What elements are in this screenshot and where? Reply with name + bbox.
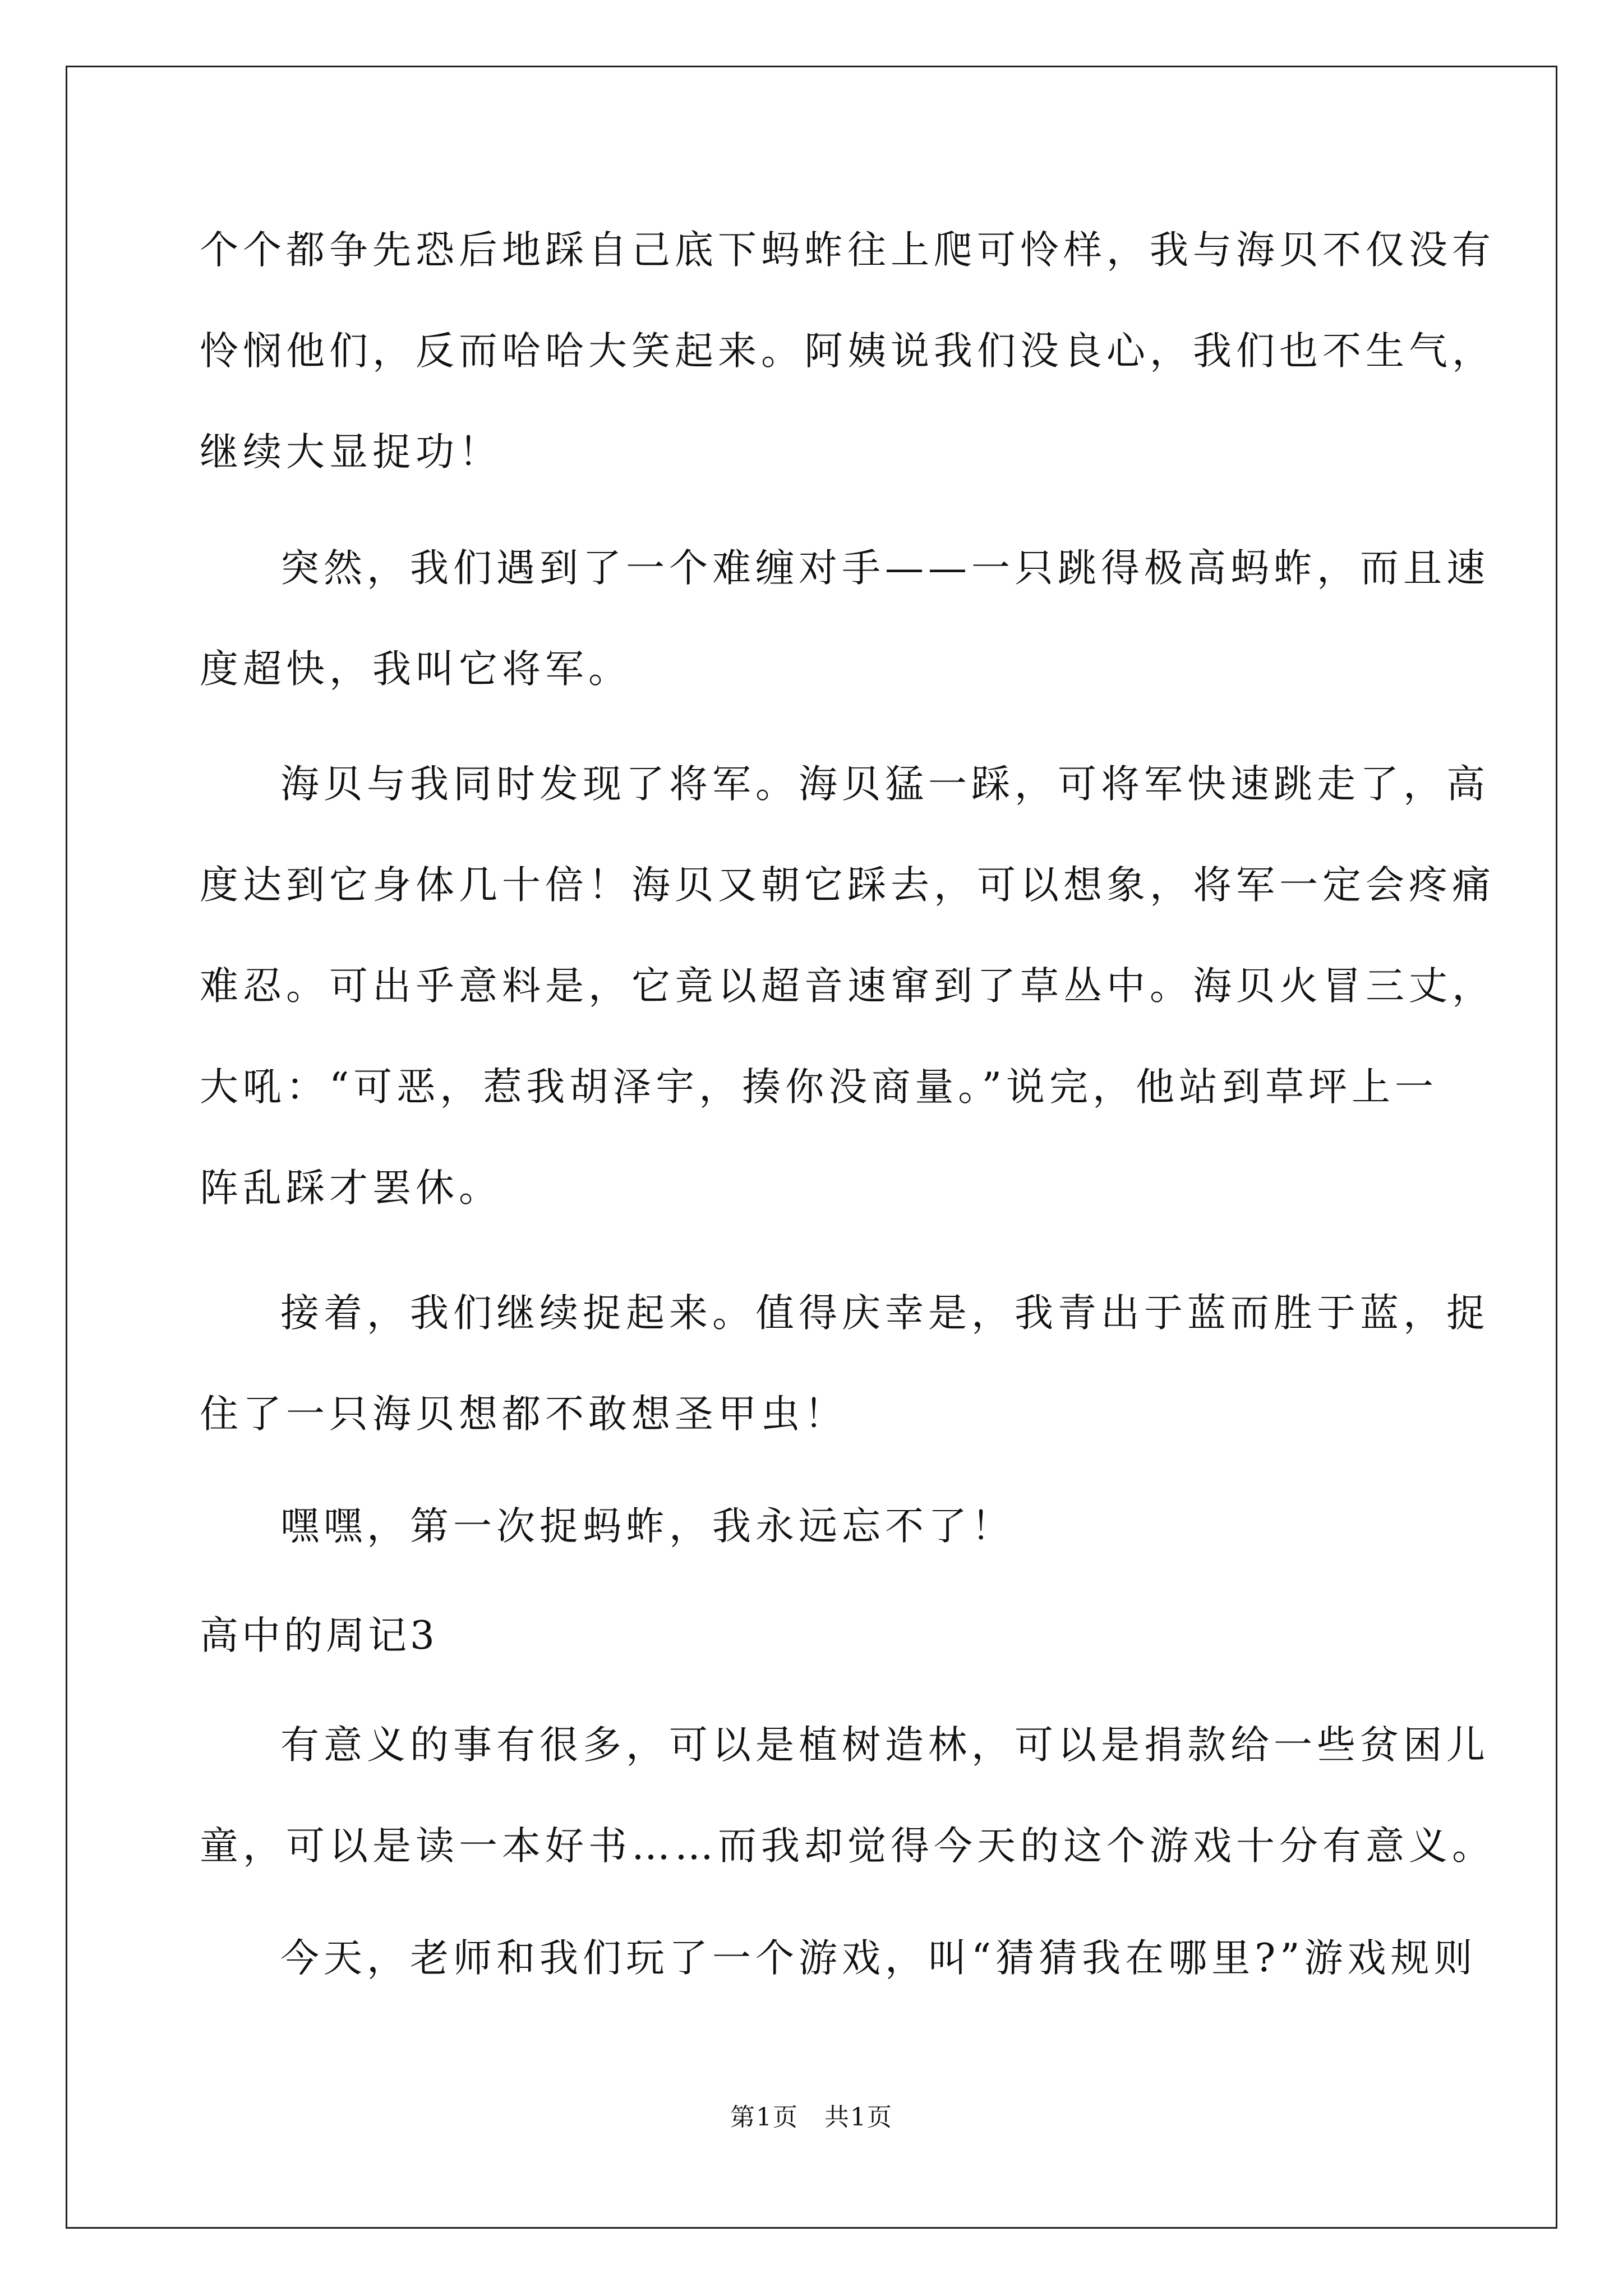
paragraph-4-line-1: 接着，我们继续捉起来。值得庆幸是，我青出于蓝而胜于蓝，捉 [280, 1291, 1490, 1336]
paragraph-2-line-2: 度超快，我叫它将军。 [200, 647, 631, 692]
paragraph-4-line-2: 住了一只海贝想都不敢想圣甲虫！ [200, 1392, 847, 1437]
paragraph-5-line-1: 嘿嘿，第一次捉蚂蚱，我永远忘不了！ [280, 1504, 1015, 1549]
page-footer: 第1页 共1页 [730, 2103, 893, 2132]
paragraph-3-line-1: 海贝与我同时发现了将军。海贝猛一踩，可将军快速跳走了，高 [280, 762, 1490, 807]
section-paragraph-2-line-1: 今天，老师和我们玩了一个游戏，叫“猜猜我在哪里?”游戏规则 [280, 1936, 1477, 1981]
section-paragraph-1-line-2: 童，可以是读一本好书……而我却觉得今天的这个游戏十分有意义。 [200, 1824, 1495, 1869]
paragraph-1-line-3: 继续大显捉功！ [200, 430, 502, 475]
paragraph-3-line-4: 大吼：“可恶，惹我胡泽宇，揍你没商量。”说完，他站到草坪上一 [200, 1065, 1438, 1110]
paragraph-2-line-1: 突然，我们遇到了一个难缠对手——一只跳得极高蚂蚱，而且速 [280, 546, 1490, 591]
page-border [66, 66, 1557, 2229]
paragraph-3-line-3: 难忍。可出乎意料是，它竟以超音速窜到了草丛中。海贝火冒三丈， [200, 964, 1495, 1009]
section-heading: 高中的周记3 [200, 1613, 438, 1658]
paragraph-1-line-1: 个个都争先恐后地踩自己底下蚂蚱往上爬可怜样，我与海贝不仅没有 [200, 228, 1495, 273]
paragraph-1-line-2: 怜悯他们，反而哈哈大笑起来。阿姨说我们没良心，我们也不生气， [200, 329, 1495, 374]
paragraph-3-line-2: 度达到它身体几十倍！海贝又朝它踩去，可以想象，将军一定会疼痛 [200, 863, 1495, 908]
section-paragraph-1-line-1: 有意义的事有很多，可以是植树造林，可以是捐款给一些贫困儿 [280, 1723, 1490, 1768]
paragraph-3-line-5: 阵乱踩才罢休。 [200, 1166, 502, 1211]
